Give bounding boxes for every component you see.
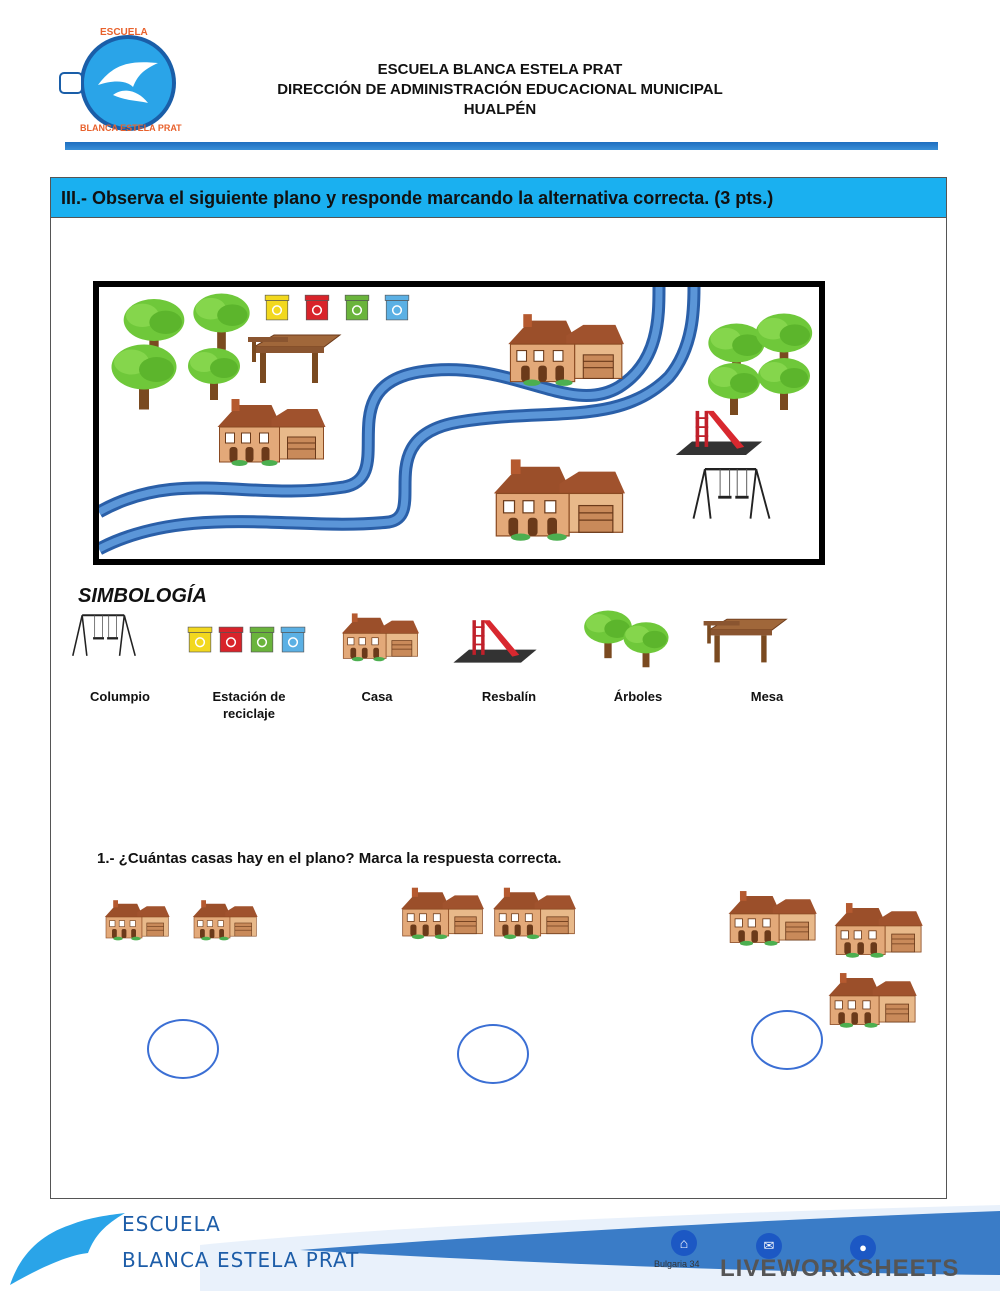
header-line-1: ESCUELA BLANCA ESTELA PRAT [377,61,623,78]
house-icon [829,973,917,1028]
option-b-houses [395,880,585,950]
answer-option-b[interactable] [457,1024,529,1084]
instruction-text: III.- Observa el siguiente plano y responde marcando la alternativa correcta. (3 pts.) [61,188,774,208]
question-text: 1.- ¿Cuántas casas hay en el plano? Marca la respuesta correcta. [97,850,562,867]
header-line-3: HUALPÉN [463,101,537,118]
tree-icon [708,363,760,415]
swing-icon [694,469,770,518]
swing-icon [65,610,145,660]
answer-option-c[interactable] [751,1010,823,1070]
recycling-bin-icon [345,295,369,320]
table-icon [698,612,793,667]
house-icon [494,459,625,540]
option-c-houses [722,884,927,1039]
house-icon [193,900,258,940]
answer-option-a[interactable] [147,1019,219,1079]
user-icon: ● [850,1235,876,1261]
house-icon [332,612,427,662]
logo-text-top: ESCUELA [100,27,148,38]
slide-icon [448,615,543,667]
instruction-banner [51,178,946,218]
tree-icon [188,348,240,400]
trees-icon [578,605,678,670]
legend-label-resbalin: Resbalín [481,689,537,704]
legend-label-columpio: Columpio [90,689,150,704]
legend-label-casa: Casa [361,689,393,704]
legend-label-mesa: Mesa [750,689,784,704]
recycling-bin-icon [305,295,329,320]
house-icon [218,399,326,466]
slide-icon [676,411,762,455]
tree-icon [758,358,810,410]
house-icon [729,891,817,946]
house-icon [508,314,624,386]
house-icon [105,900,170,940]
legend-title: SIMBOLOGÍA [78,585,207,607]
tree-icon [193,294,249,350]
logo-text-bottom: BLANCA ESTELA PRAT [80,123,182,133]
mail-icon: ✉ [756,1233,782,1259]
recycling-bin-icon [265,295,289,320]
footer-line-1: ESCUELA [122,1212,221,1236]
legend-label-arboles: Árboles [613,689,663,704]
tree-icon [112,345,177,410]
park-map [93,281,825,565]
recycling-station-icon [185,622,310,657]
house-icon [493,888,576,939]
option-a-houses [100,888,260,953]
recycling-bin-icon [385,295,409,320]
table-icon [248,335,340,383]
header-text [200,60,800,120]
footer-line-2: BLANCA ESTELA PRAT [122,1248,360,1272]
liveworksheets-watermark: LIVEWORKSHEETS [720,1255,960,1282]
footer-address: Bulgaria 34 [654,1259,700,1269]
header-divider [65,142,938,150]
house-icon [401,888,484,939]
house-icon [835,903,923,958]
map-drawing [99,287,819,559]
home-icon: ⌂ [671,1230,697,1256]
legend-label-reciclaje: Estación de reciclaje [212,689,286,721]
header-line-2: DIRECCIÓN DE ADMINISTRACIÓN EDUCACIONAL MUNICIPAL [277,81,723,98]
school-logo [58,25,183,140]
